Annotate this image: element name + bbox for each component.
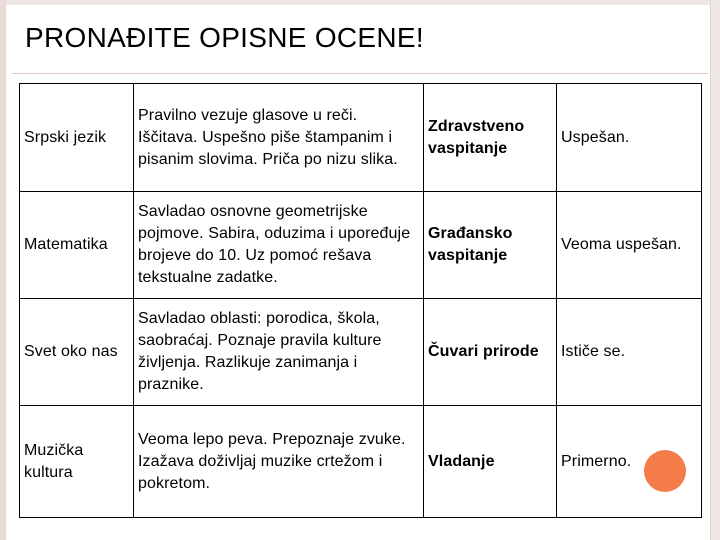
slide-frame-left — [0, 0, 6, 540]
description-cell: Savladao osnovne geometrijske pojmove. Sabira, oduzima i upoređuje brojeve do 10. Uz pomoć rešava tekstualne zadatke. — [134, 192, 424, 299]
area-cell: Zdravstveno vaspitanje — [424, 84, 557, 192]
grade-cell: Primerno. — [557, 406, 702, 518]
description-cell: Savladao oblasti: porodica, škola, saobraćaj. Poznaje pravila kulture življenja. Razlikuje zanimanja i praznike. — [134, 299, 424, 406]
table-row — [20, 299, 702, 406]
table-row — [20, 406, 702, 518]
decorative-circle — [644, 450, 686, 492]
area-cell: Građansko vaspitanje — [424, 192, 557, 299]
table-row — [20, 84, 702, 192]
table-row — [20, 192, 702, 299]
subject-cell: Matematika — [20, 192, 134, 299]
subject-cell: Srpski jezik — [20, 84, 134, 192]
slide-frame-top — [0, 0, 720, 5]
grade-cell: Ističe se. — [557, 299, 702, 406]
area-cell: Vladanje — [424, 406, 557, 518]
slide-frame-right — [710, 0, 720, 540]
grades-table — [19, 83, 702, 518]
grade-cell: Uspešan. — [557, 84, 702, 192]
description-cell: Veoma lepo peva. Prepoznaje zvuke. Izažava doživljaj muzike crtežom i pokretom. — [134, 406, 424, 518]
subject-cell: Muzička kultura — [20, 406, 134, 518]
subject-cell: Svet oko nas — [20, 299, 134, 406]
description-cell: Pravilno vezuje glasove u reči. Iščitava. Uspešno piše štampanim i pisanim slovima. Priča po nizu slika. — [134, 84, 424, 192]
page-title: PRONAĐITE OPISNE OCENE! — [25, 22, 424, 53]
title-divider — [12, 73, 708, 74]
grade-cell: Veoma uspešan. — [557, 192, 702, 299]
area-cell: Čuvari prirode — [424, 299, 557, 406]
